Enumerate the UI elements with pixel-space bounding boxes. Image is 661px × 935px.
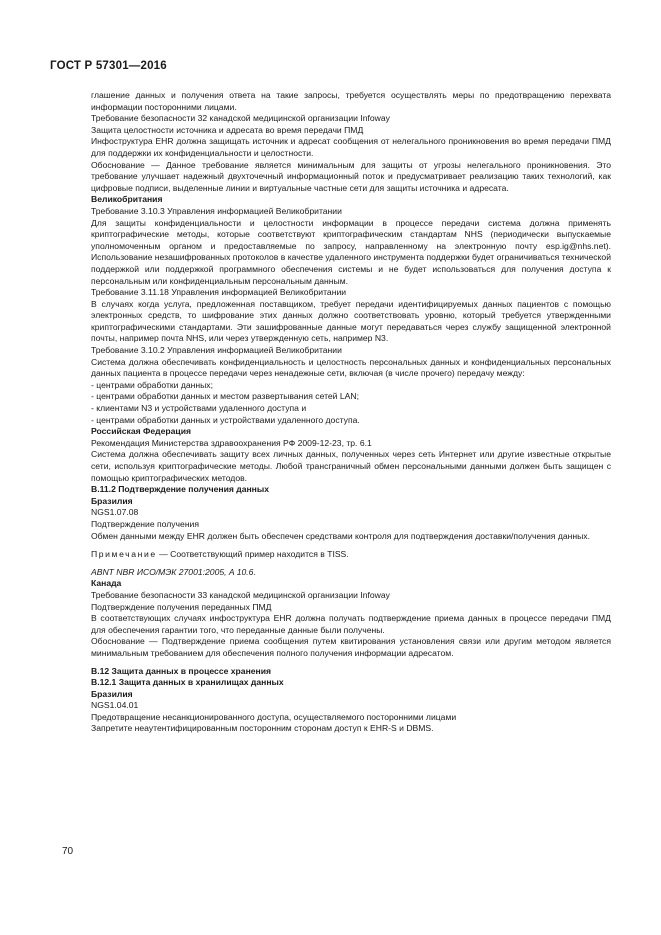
paragraph: В случаях когда услуга, предложенная поставщиком, требует передачи идентифицируемых данных пациентов с помощью электронных средств, то шифрование этих данных должно соответствовать уровню, который требуется утвержденными криптографическими стандартами. Эти зашифрованные данные могут передаваться через службу защищенной электронной почты, например почта NHS, или через утвержденную сеть, например N3. xyxy=(91,298,611,344)
section-heading-b-12: B.12 Защита данных в процессе хранения xyxy=(91,665,272,676)
list-item: - клиентами N3 и устройствами удаленного доступа и xyxy=(91,403,307,414)
paragraph: Требование 3.11.18 Управления информацией Великобритании xyxy=(91,287,347,298)
section-heading-uk: Великобритания xyxy=(91,194,163,205)
note-label: Примечание xyxy=(91,549,157,560)
paragraph: Обмен данными между EHR должен быть обеспечен средствами контроля для подтверждения доставки/получения данных. xyxy=(91,530,590,541)
reference: ABNT NBR ИСО/МЭК 27001:2005, A 10.6. xyxy=(91,566,256,577)
section-heading-brazil: Бразилия xyxy=(91,688,133,699)
paragraph: Обоснование — Данное требование является минимальным для защиты от угрозы нелегального проникновения. Это требование улучшает надежный двухточечный информационный поток и предусматривает реализацию таких технологий, как цифровые подписи, выделенные линии и виртуальные частные сети для защиты источника и адресата. xyxy=(91,159,611,193)
page-body xyxy=(91,90,611,735)
list-item: - центрами обработки данных и местом развертывания сетей LAN; xyxy=(91,391,359,402)
paragraph: Требование 3.10.3 Управления информацией Великобритании xyxy=(91,205,342,216)
paragraph: Защита целостности источника и адресата во время передачи ПМД xyxy=(91,124,364,135)
paragraph: Подтверждение получения xyxy=(91,518,200,529)
paragraph: Требование безопасности 33 канадской медицинской организации Infoway xyxy=(91,589,390,600)
paragraph: Обоснование — Подтверждение приема сообщения путем квитирования установления связи или другим методом является минимальным требованием для обеспечения полного получения информации адресатом. xyxy=(91,636,611,658)
paragraph: Система должна обеспечивать защиту всех личных данных, полученных через сеть Интернет или другие известные открытые сети, используя криптографические методы. Любой трансграничный обмен персональными данными должен быть защищен с помощью криптографических методов. xyxy=(91,449,611,483)
paragraph: Подтверждение получения переданных ПМД xyxy=(91,601,272,612)
paragraph: глашение данных и получения ответа на такие запросы, требуется осуществлять меры по предотвращению перехвата информации посторонними лицами. xyxy=(91,90,611,112)
paragraph: NGS1.04.01 xyxy=(91,700,139,711)
section-heading-b-12-1: B.12.1 Защита данных в хранилищах данных xyxy=(91,677,284,688)
section-heading-b-11-2: B.11.2 Подтверждение получения данных xyxy=(91,484,269,495)
document-header: ГОСТ Р 57301—2016 xyxy=(50,60,167,72)
paragraph: В соответствующих случаях инфоструктура EHR должна получать подтверждение приема данных в процессе передачи ПМД для обеспечения гарантии того, что переданные данные были получены. xyxy=(91,613,611,635)
list-item: - центрами обработки данных и устройствами удаленного доступа. xyxy=(91,414,360,425)
paragraph: Предотвращение несанкционированного доступа, осуществляемого посторонними лицами xyxy=(91,711,457,722)
paragraph: Требование безопасности 32 канадской медицинской организации Infoway xyxy=(91,113,390,124)
paragraph: Запретите неаутентифицированным посторонним сторонам доступ к EHR-S и DBMS. xyxy=(91,723,434,734)
paragraph: Система должна обеспечивать конфиденциальность и целостность персональных данных и конфиденциальных персональных данных пациента в процессе передачи через ненадежные сети, включая (в числе прочего) передачу между: xyxy=(91,356,611,379)
note-text: — Соответствующий пример находится в TISS. xyxy=(156,549,349,560)
section-heading-brazil: Бразилия xyxy=(91,495,133,506)
paragraph: Рекомендация Министерства здравоохранения РФ 2009-12-23, тр. 6.1 xyxy=(91,437,372,448)
list-item: - центрами обработки данных; xyxy=(91,379,213,390)
section-heading-canada: Канада xyxy=(91,578,122,589)
paragraph: Требование 3.10.2 Управления информацией Великобритании xyxy=(91,345,342,356)
paragraph: NGS1.07.08 xyxy=(91,507,139,518)
section-heading-russia: Российская Федерация xyxy=(91,426,191,437)
note xyxy=(91,549,611,561)
page-number: 70 xyxy=(62,846,74,857)
paragraph: Для защиты конфиденциальности и целостности информации в процессе передачи система должна применять криптографические методы, которые соответствуют криптографическим стандартам NHS (периодически выпускаемые уполномоченным органом и предоставляемые по запросу, направленному на электронную почту esp.ig@nhs.net). Использование незашифрованных протоколов в качестве удаленного инструмента поддержки будет ограничиваться технической поддержкой или поддержкой программного обеспечения системы и не будет использоваться для получения доступа к персональным или конфиденциальным персональным данным. xyxy=(91,217,611,286)
paragraph: Инфоструктура EHR должна защищать источник и адресат сообщения от нелегального проникновения во время передачи ПМД для поддержки их конфиденциальности и целостности. xyxy=(91,136,611,158)
